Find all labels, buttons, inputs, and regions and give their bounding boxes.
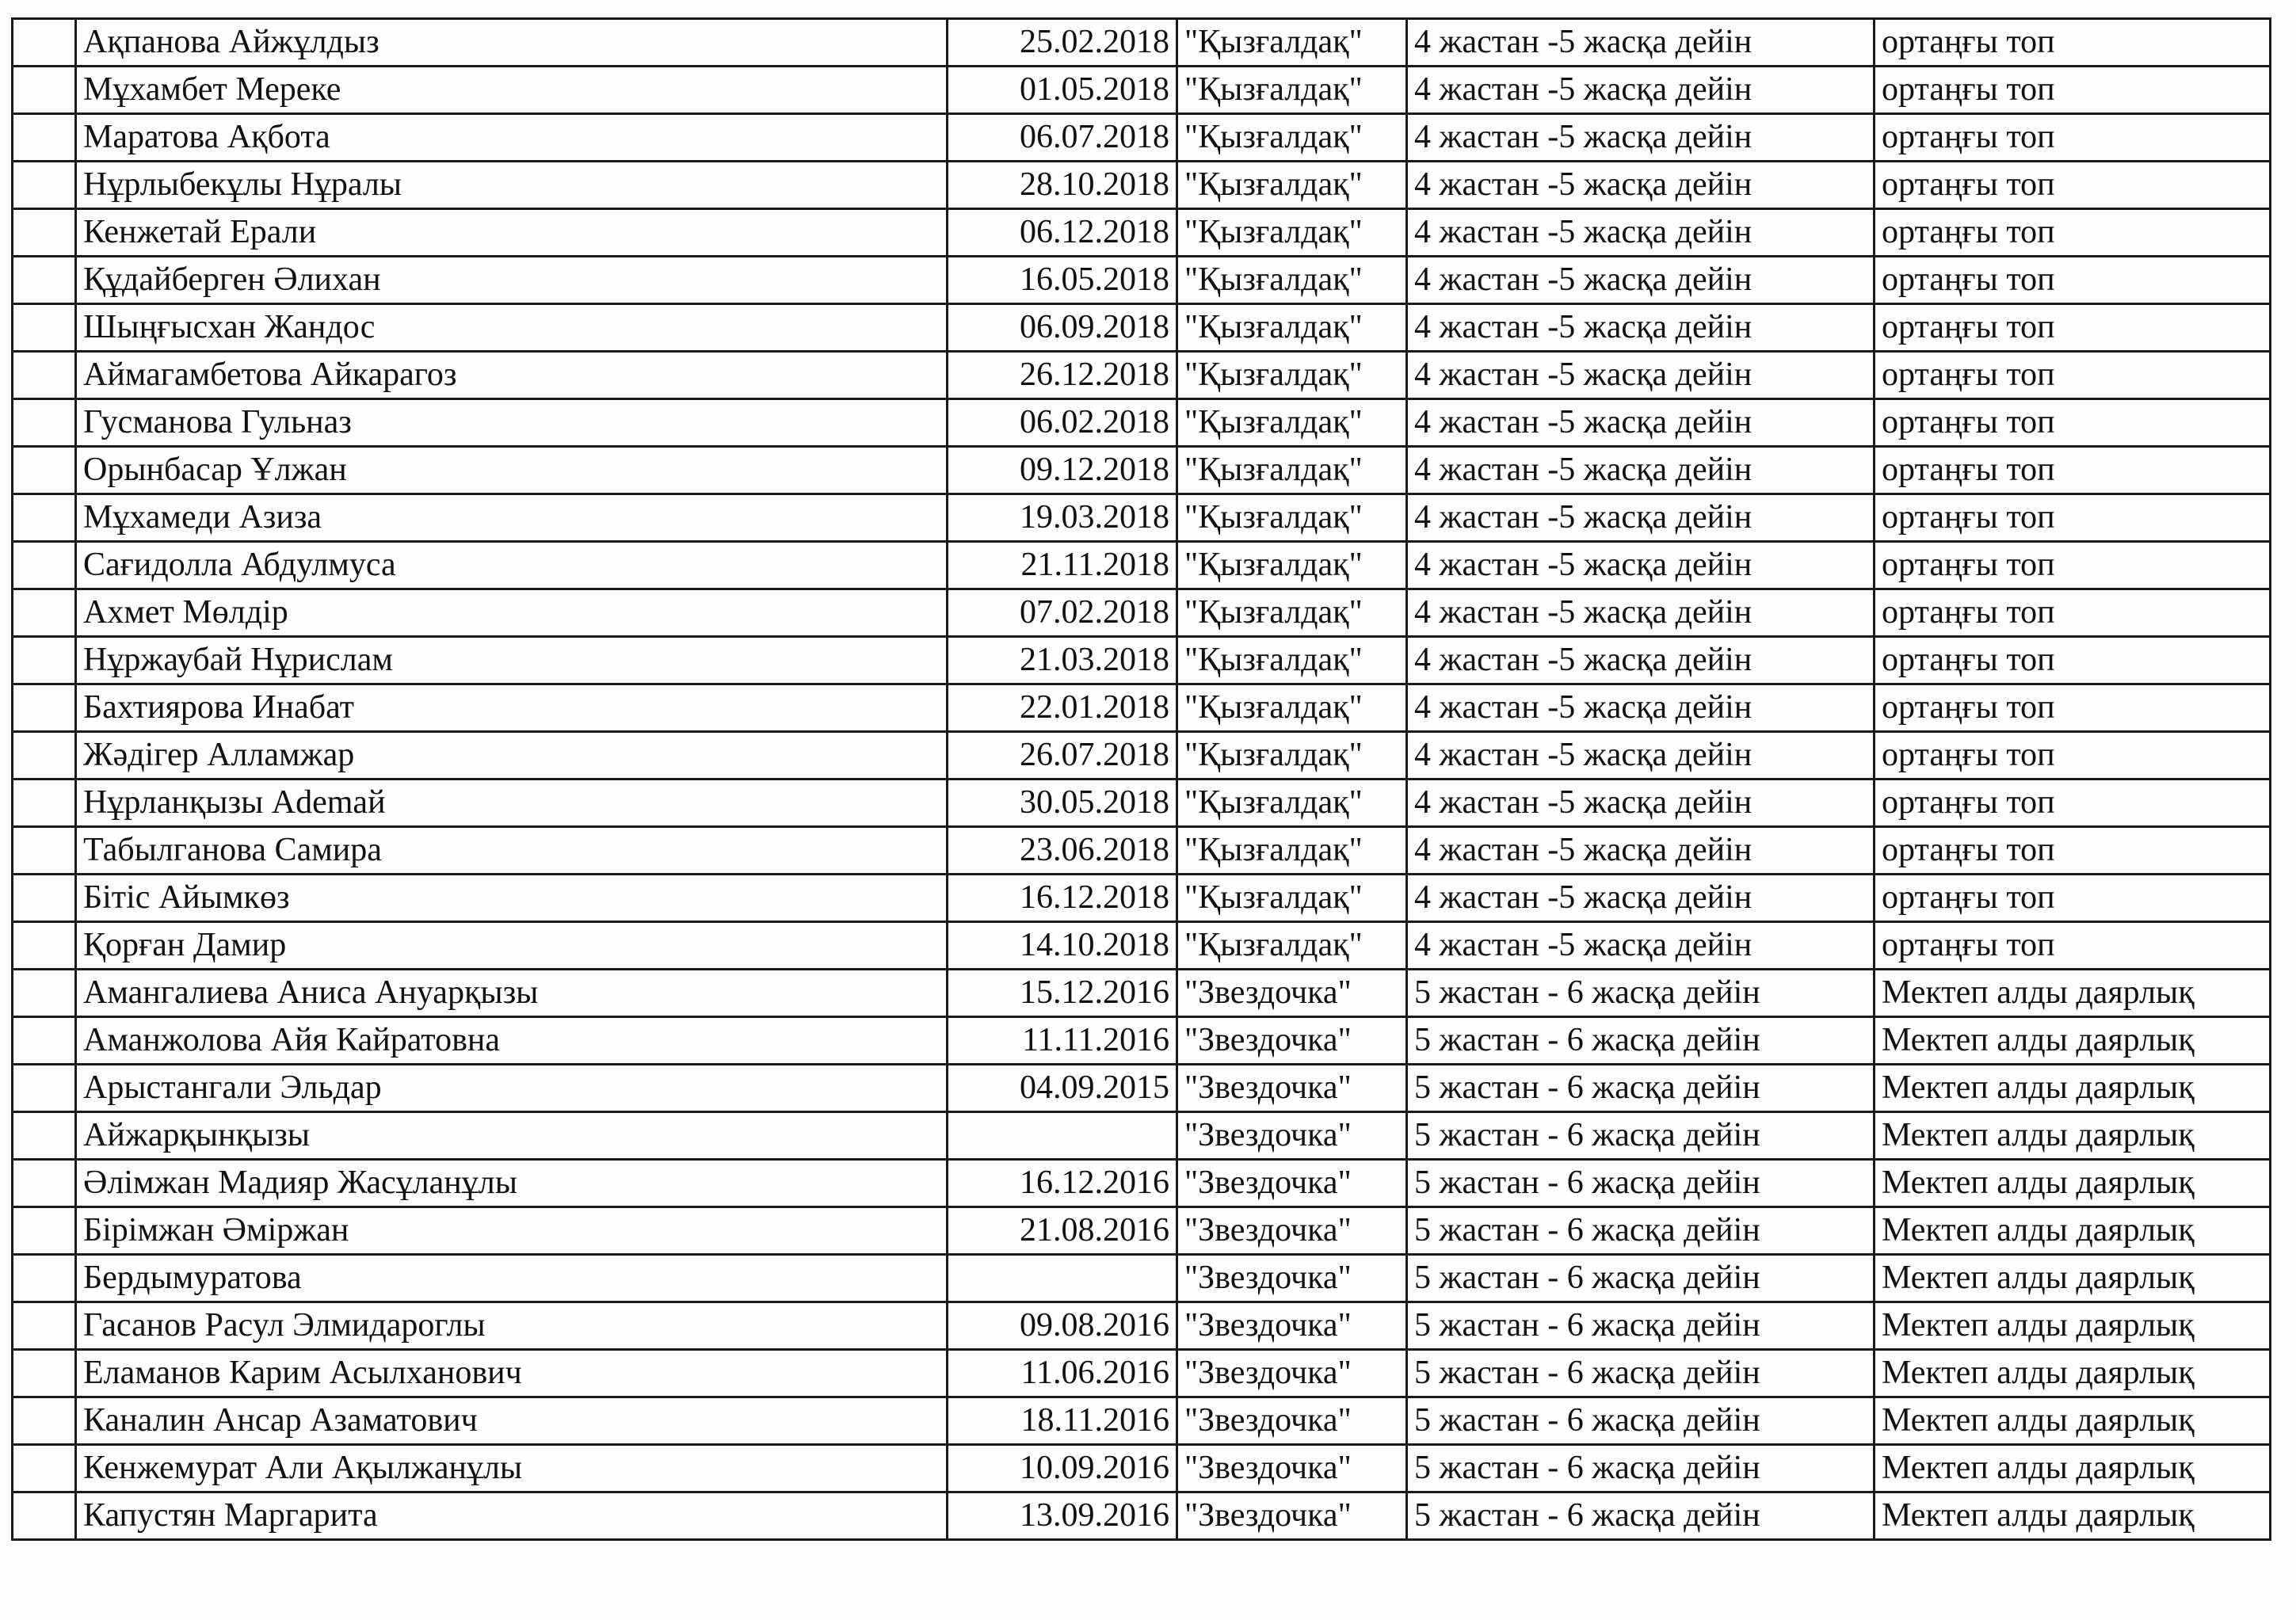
birth-date-cell: 13.09.2016 xyxy=(948,1492,1177,1540)
birth-date-cell: 06.02.2018 xyxy=(948,399,1177,447)
child-name-cell: Ахмет Мөлдір xyxy=(76,589,948,637)
table-row xyxy=(13,1065,2271,1112)
birth-date-cell: 11.06.2016 xyxy=(948,1350,1177,1397)
birth-date-cell: 28.10.2018 xyxy=(948,162,1177,209)
age-range-cell: 4 жастан -5 жасқа дейін xyxy=(1407,589,1875,637)
group-level-cell: ортаңғы топ xyxy=(1875,542,2271,589)
birth-date-cell: 09.08.2016 xyxy=(948,1302,1177,1350)
table-row xyxy=(13,494,2271,542)
group-name-cell: "Қызғалдақ" xyxy=(1177,732,1407,780)
age-range-cell: 5 жастан - 6 жасқа дейін xyxy=(1407,1207,1875,1255)
child-name-cell: Құдайберген Әлихан xyxy=(76,257,948,304)
birth-date-cell: 14.10.2018 xyxy=(948,922,1177,970)
row-number-cell xyxy=(13,732,76,780)
birth-date-cell xyxy=(948,1112,1177,1160)
group-name-cell: "Звездочка" xyxy=(1177,1160,1407,1207)
group-level-cell: Мектеп алды даярлық xyxy=(1875,1255,2271,1302)
age-range-cell: 4 жастан -5 жасқа дейін xyxy=(1407,780,1875,827)
child-name-cell: Кенжемурат Али Ақылжанұлы xyxy=(76,1445,948,1492)
age-range-cell: 4 жастан -5 жасқа дейін xyxy=(1407,352,1875,399)
row-number-cell xyxy=(13,209,76,257)
row-number-cell xyxy=(13,19,76,67)
age-range-cell: 5 жастан - 6 жасқа дейін xyxy=(1407,970,1875,1017)
group-level-cell: Мектеп алды даярлық xyxy=(1875,1350,2271,1397)
birth-date-cell: 30.05.2018 xyxy=(948,780,1177,827)
birth-date-cell: 16.12.2018 xyxy=(948,875,1177,922)
group-name-cell: "Қызғалдақ" xyxy=(1177,589,1407,637)
table-row xyxy=(13,1017,2271,1065)
table-row xyxy=(13,684,2271,732)
group-name-cell: "Қызғалдақ" xyxy=(1177,67,1407,114)
row-number-cell xyxy=(13,162,76,209)
table-row xyxy=(13,827,2271,875)
table-row xyxy=(13,732,2271,780)
age-range-cell: 4 жастан -5 жасқа дейін xyxy=(1407,494,1875,542)
child-name-cell: Ақпанова Айжұлдыз xyxy=(76,19,948,67)
row-number-cell xyxy=(13,1397,76,1445)
child-name-cell: Орынбасар Ұлжан xyxy=(76,447,948,494)
child-name-cell: Маратова Ақбота xyxy=(76,114,948,162)
birth-date-cell: 16.12.2016 xyxy=(948,1160,1177,1207)
birth-date-cell: 26.07.2018 xyxy=(948,732,1177,780)
group-name-cell: "Қызғалдақ" xyxy=(1177,209,1407,257)
group-level-cell: ортаңғы топ xyxy=(1875,114,2271,162)
birth-date-cell: 07.02.2018 xyxy=(948,589,1177,637)
child-name-cell: Жәдігер Алламжар xyxy=(76,732,948,780)
child-name-cell: Мұхамбет Мереке xyxy=(76,67,948,114)
row-number-cell xyxy=(13,589,76,637)
row-number-cell xyxy=(13,922,76,970)
group-level-cell: ортаңғы топ xyxy=(1875,875,2271,922)
table-row xyxy=(13,304,2271,352)
group-level-cell: Мектеп алды даярлық xyxy=(1875,1397,2271,1445)
age-range-cell: 5 жастан - 6 жасқа дейін xyxy=(1407,1017,1875,1065)
row-number-cell xyxy=(13,447,76,494)
group-level-cell: ортаңғы топ xyxy=(1875,494,2271,542)
group-level-cell: ортаңғы топ xyxy=(1875,684,2271,732)
group-name-cell: "Қызғалдақ" xyxy=(1177,494,1407,542)
child-name-cell: Амангалиева Аниса Ануарқызы xyxy=(76,970,948,1017)
age-range-cell: 4 жастан -5 жасқа дейін xyxy=(1407,19,1875,67)
group-name-cell: "Звездочка" xyxy=(1177,1302,1407,1350)
group-name-cell: "Қызғалдақ" xyxy=(1177,304,1407,352)
child-name-cell: Еламанов Карим Асылханович xyxy=(76,1350,948,1397)
table-row xyxy=(13,875,2271,922)
age-range-cell: 4 жастан -5 жасқа дейін xyxy=(1407,922,1875,970)
age-range-cell: 5 жастан - 6 жасқа дейін xyxy=(1407,1492,1875,1540)
table-row xyxy=(13,1397,2271,1445)
row-number-cell xyxy=(13,1207,76,1255)
group-level-cell: ортаңғы топ xyxy=(1875,827,2271,875)
group-level-cell: ортаңғы топ xyxy=(1875,637,2271,684)
group-name-cell: "Қызғалдақ" xyxy=(1177,447,1407,494)
birth-date-cell: 21.03.2018 xyxy=(948,637,1177,684)
age-range-cell: 5 жастан - 6 жасқа дейін xyxy=(1407,1065,1875,1112)
row-number-cell xyxy=(13,1350,76,1397)
group-name-cell: "Қызғалдақ" xyxy=(1177,162,1407,209)
birth-date-cell: 15.12.2016 xyxy=(948,970,1177,1017)
table-row xyxy=(13,970,2271,1017)
age-range-cell: 4 жастан -5 жасқа дейін xyxy=(1407,114,1875,162)
age-range-cell: 4 жастан -5 жасқа дейін xyxy=(1407,684,1875,732)
group-level-cell: ортаңғы топ xyxy=(1875,732,2271,780)
child-name-cell: Бердымуратова xyxy=(76,1255,948,1302)
birth-date-cell: 26.12.2018 xyxy=(948,352,1177,399)
group-name-cell: "Қызғалдақ" xyxy=(1177,875,1407,922)
table-row xyxy=(13,542,2271,589)
group-level-cell: ортаңғы топ xyxy=(1875,922,2271,970)
group-level-cell: Мектеп алды даярлық xyxy=(1875,1017,2271,1065)
row-number-cell xyxy=(13,542,76,589)
row-number-cell xyxy=(13,1255,76,1302)
group-name-cell: "Звездочка" xyxy=(1177,1350,1407,1397)
group-level-cell: ортаңғы топ xyxy=(1875,352,2271,399)
child-name-cell: Қорған Дамир xyxy=(76,922,948,970)
row-number-cell xyxy=(13,1160,76,1207)
group-name-cell: "Звездочка" xyxy=(1177,1112,1407,1160)
table-row xyxy=(13,1302,2271,1350)
group-name-cell: "Қызғалдақ" xyxy=(1177,827,1407,875)
group-name-cell: "Звездочка" xyxy=(1177,1207,1407,1255)
row-number-cell xyxy=(13,114,76,162)
group-name-cell: "Қызғалдақ" xyxy=(1177,114,1407,162)
table-row xyxy=(13,637,2271,684)
group-level-cell: ортаңғы топ xyxy=(1875,162,2271,209)
birth-date-cell: 04.09.2015 xyxy=(948,1065,1177,1112)
age-range-cell: 5 жастан - 6 жасқа дейін xyxy=(1407,1445,1875,1492)
child-name-cell: Бахтиярова Инабат xyxy=(76,684,948,732)
row-number-cell xyxy=(13,67,76,114)
child-name-cell: Айжарқынқызы xyxy=(76,1112,948,1160)
group-level-cell: ортаңғы топ xyxy=(1875,304,2271,352)
age-range-cell: 4 жастан -5 жасқа дейін xyxy=(1407,67,1875,114)
group-level-cell: Мектеп алды даярлық xyxy=(1875,1160,2271,1207)
table-row xyxy=(13,19,2271,67)
group-name-cell: "Звездочка" xyxy=(1177,1397,1407,1445)
child-name-cell: Әлімжан Мадияр Жасұланұлы xyxy=(76,1160,948,1207)
age-range-cell: 5 жастан - 6 жасқа дейін xyxy=(1407,1302,1875,1350)
table-row xyxy=(13,162,2271,209)
group-name-cell: "Қызғалдақ" xyxy=(1177,780,1407,827)
age-range-cell: 4 жастан -5 жасқа дейін xyxy=(1407,399,1875,447)
birth-date-cell: 10.09.2016 xyxy=(948,1445,1177,1492)
child-name-cell: Сағидолла Абдулмуса xyxy=(76,542,948,589)
group-name-cell: "Қызғалдақ" xyxy=(1177,257,1407,304)
table-row xyxy=(13,1160,2271,1207)
group-level-cell: ортаңғы топ xyxy=(1875,209,2271,257)
group-name-cell: "Звездочка" xyxy=(1177,1445,1407,1492)
age-range-cell: 4 жастан -5 жасқа дейін xyxy=(1407,542,1875,589)
table-row xyxy=(13,257,2271,304)
group-level-cell: ортаңғы топ xyxy=(1875,19,2271,67)
group-name-cell: "Қызғалдақ" xyxy=(1177,542,1407,589)
group-level-cell: Мектеп алды даярлық xyxy=(1875,970,2271,1017)
row-number-cell xyxy=(13,875,76,922)
table-row xyxy=(13,352,2271,399)
child-name-cell: Гусманова Гульназ xyxy=(76,399,948,447)
table-row xyxy=(13,589,2271,637)
row-number-cell xyxy=(13,684,76,732)
birth-date-cell: 21.08.2016 xyxy=(948,1207,1177,1255)
age-range-cell: 4 жастан -5 жасқа дейін xyxy=(1407,447,1875,494)
table-row xyxy=(13,399,2271,447)
table-row xyxy=(13,922,2271,970)
age-range-cell: 5 жастан - 6 жасқа дейін xyxy=(1407,1397,1875,1445)
row-number-cell xyxy=(13,637,76,684)
row-number-cell xyxy=(13,399,76,447)
birth-date-cell: 06.09.2018 xyxy=(948,304,1177,352)
group-name-cell: "Қызғалдақ" xyxy=(1177,399,1407,447)
group-name-cell: "Звездочка" xyxy=(1177,1017,1407,1065)
age-range-cell: 5 жастан - 6 жасқа дейін xyxy=(1407,1350,1875,1397)
group-level-cell: ортаңғы топ xyxy=(1875,257,2271,304)
age-range-cell: 4 жастан -5 жасқа дейін xyxy=(1407,827,1875,875)
child-name-cell: Кенжетай Ерали xyxy=(76,209,948,257)
child-name-cell: Нұржаубай Нұрислам xyxy=(76,637,948,684)
age-range-cell: 4 жастан -5 жасқа дейін xyxy=(1407,637,1875,684)
birth-date-cell: 19.03.2018 xyxy=(948,494,1177,542)
table-row xyxy=(13,1350,2271,1397)
child-name-cell: Капустян Маргарита xyxy=(76,1492,948,1540)
child-name-cell: Аманжолова Айя Кайратовна xyxy=(76,1017,948,1065)
child-name-cell: Бірімжан Әміржан xyxy=(76,1207,948,1255)
birth-date-cell xyxy=(948,1255,1177,1302)
group-level-cell: Мектеп алды даярлық xyxy=(1875,1207,2271,1255)
age-range-cell: 5 жастан - 6 жасқа дейін xyxy=(1407,1160,1875,1207)
age-range-cell: 4 жастан -5 жасқа дейін xyxy=(1407,209,1875,257)
table-row xyxy=(13,209,2271,257)
table-row xyxy=(13,1112,2271,1160)
group-name-cell: "Звездочка" xyxy=(1177,1492,1407,1540)
age-range-cell: 4 жастан -5 жасқа дейін xyxy=(1407,732,1875,780)
group-level-cell: Мектеп алды даярлық xyxy=(1875,1445,2271,1492)
birth-date-cell: 22.01.2018 xyxy=(948,684,1177,732)
table-row xyxy=(13,67,2271,114)
child-name-cell: Арыстангали Эльдар xyxy=(76,1065,948,1112)
child-name-cell: Аймагамбетова Айкарагоз xyxy=(76,352,948,399)
children-table xyxy=(11,17,2271,1541)
birth-date-cell: 16.05.2018 xyxy=(948,257,1177,304)
child-name-cell: Мұхамеди Азиза xyxy=(76,494,948,542)
age-range-cell: 4 жастан -5 жасқа дейін xyxy=(1407,257,1875,304)
group-name-cell: "Қызғалдақ" xyxy=(1177,19,1407,67)
group-name-cell: "Звездочка" xyxy=(1177,1065,1407,1112)
table-row xyxy=(13,447,2271,494)
age-range-cell: 4 жастан -5 жасқа дейін xyxy=(1407,875,1875,922)
birth-date-cell: 11.11.2016 xyxy=(948,1017,1177,1065)
table-row xyxy=(13,1492,2271,1540)
group-level-cell: ортаңғы топ xyxy=(1875,780,2271,827)
child-name-cell: Гасанов Расул Элмидарoглы xyxy=(76,1302,948,1350)
group-level-cell: ортаңғы топ xyxy=(1875,589,2271,637)
birth-date-cell: 21.11.2018 xyxy=(948,542,1177,589)
table-row xyxy=(13,1255,2271,1302)
row-number-cell xyxy=(13,1445,76,1492)
child-name-cell: Табылганова Самира xyxy=(76,827,948,875)
child-name-cell: Нұрланқызы Ademай xyxy=(76,780,948,827)
table-row xyxy=(13,1207,2271,1255)
age-range-cell: 5 жастан - 6 жасқа дейін xyxy=(1407,1255,1875,1302)
row-number-cell xyxy=(13,1492,76,1540)
child-name-cell: Шыңғысхан Жандос xyxy=(76,304,948,352)
table-body xyxy=(13,19,2271,1540)
group-name-cell: "Қызғалдақ" xyxy=(1177,922,1407,970)
child-name-cell: Бітіс Айымкөз xyxy=(76,875,948,922)
age-range-cell: 4 жастан -5 жасқа дейін xyxy=(1407,162,1875,209)
birth-date-cell: 06.12.2018 xyxy=(948,209,1177,257)
child-name-cell: Каналин Ансар Азаматович xyxy=(76,1397,948,1445)
group-level-cell: Мектеп алды даярлық xyxy=(1875,1112,2271,1160)
birth-date-cell: 18.11.2016 xyxy=(948,1397,1177,1445)
table-row xyxy=(13,1445,2271,1492)
birth-date-cell: 25.02.2018 xyxy=(948,19,1177,67)
group-level-cell: Мектеп алды даярлық xyxy=(1875,1492,2271,1540)
row-number-cell xyxy=(13,1302,76,1350)
row-number-cell xyxy=(13,352,76,399)
row-number-cell xyxy=(13,780,76,827)
child-name-cell: Нұрлыбекұлы Нұралы xyxy=(76,162,948,209)
group-level-cell: ортаңғы топ xyxy=(1875,447,2271,494)
group-name-cell: "Звездочка" xyxy=(1177,1255,1407,1302)
group-level-cell: Мектеп алды даярлық xyxy=(1875,1302,2271,1350)
row-number-cell xyxy=(13,257,76,304)
group-name-cell: "Қызғалдақ" xyxy=(1177,352,1407,399)
group-level-cell: Мектеп алды даярлық xyxy=(1875,1065,2271,1112)
row-number-cell xyxy=(13,304,76,352)
age-range-cell: 5 жастан - 6 жасқа дейін xyxy=(1407,1112,1875,1160)
row-number-cell xyxy=(13,1017,76,1065)
birth-date-cell: 06.07.2018 xyxy=(948,114,1177,162)
row-number-cell xyxy=(13,970,76,1017)
group-name-cell: "Қызғалдақ" xyxy=(1177,637,1407,684)
row-number-cell xyxy=(13,1065,76,1112)
group-level-cell: ортаңғы топ xyxy=(1875,399,2271,447)
birth-date-cell: 01.05.2018 xyxy=(948,67,1177,114)
birth-date-cell: 23.06.2018 xyxy=(948,827,1177,875)
table-row xyxy=(13,114,2271,162)
birth-date-cell: 09.12.2018 xyxy=(948,447,1177,494)
row-number-cell xyxy=(13,827,76,875)
group-name-cell: "Звездочка" xyxy=(1177,970,1407,1017)
table-row xyxy=(13,780,2271,827)
row-number-cell xyxy=(13,1112,76,1160)
group-name-cell: "Қызғалдақ" xyxy=(1177,684,1407,732)
row-number-cell xyxy=(13,494,76,542)
age-range-cell: 4 жастан -5 жасқа дейін xyxy=(1407,304,1875,352)
group-level-cell: ортаңғы топ xyxy=(1875,67,2271,114)
